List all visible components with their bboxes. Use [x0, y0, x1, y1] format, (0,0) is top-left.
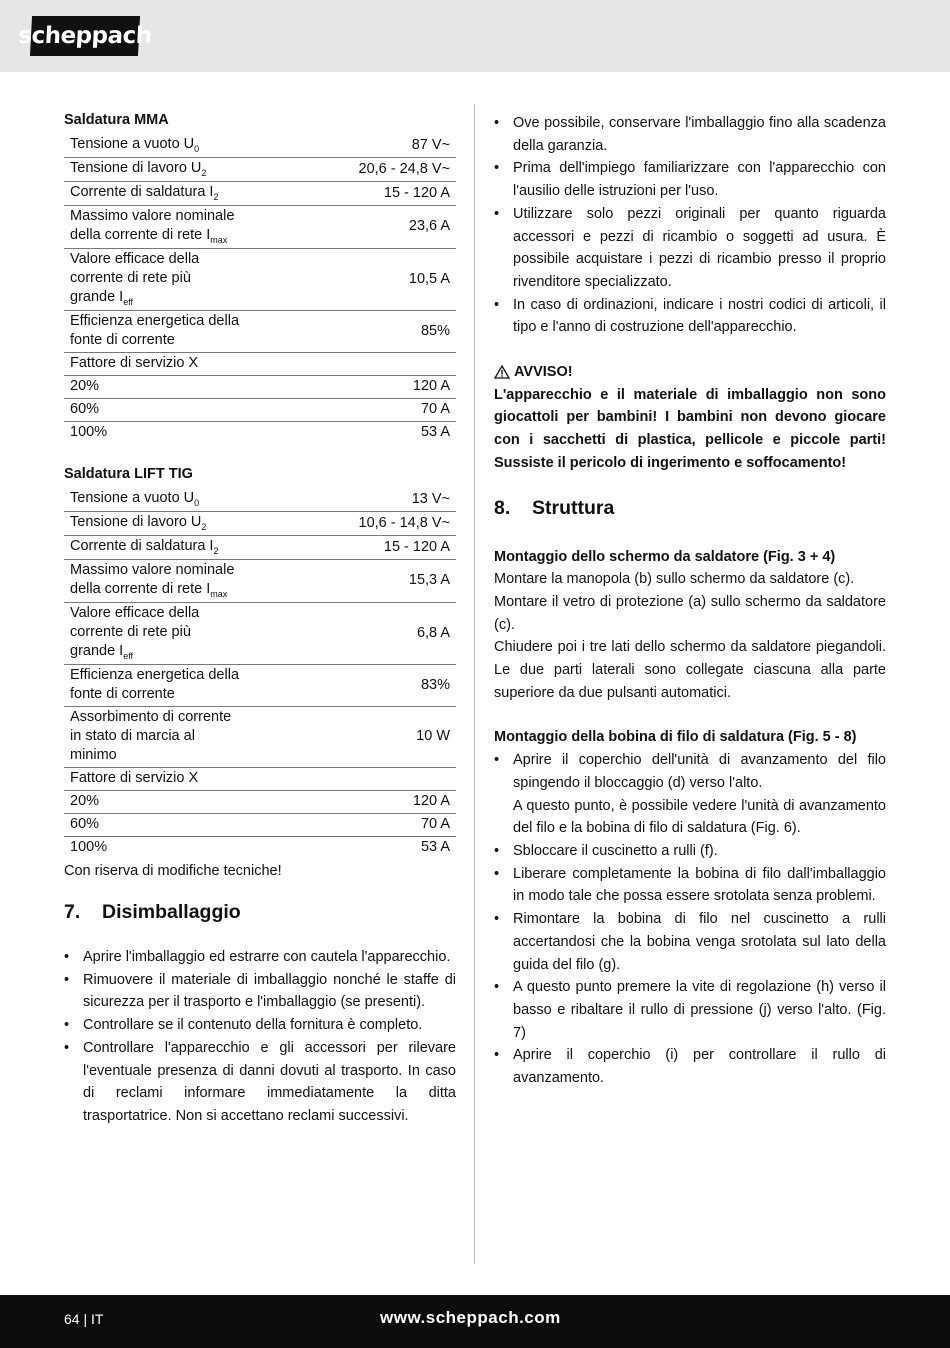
spec-value: 6,8 A	[416, 624, 450, 641]
list-item	[494, 749, 886, 840]
spec-label: Tensione a vuoto U	[70, 136, 195, 152]
chapter-7-heading	[64, 901, 456, 924]
spec-subscript: 0	[194, 498, 200, 508]
list-item: • Controllare se il contenuto della fornitura è completo.	[64, 1014, 456, 1037]
spec-value: 120 A	[412, 378, 450, 394]
spec-label: Massimo valore nominale della corrente di rete I	[70, 208, 235, 243]
right-column	[494, 112, 886, 1090]
chapter-title: Struttura	[532, 496, 615, 519]
spec-label: Tensione di lavoro U	[70, 514, 202, 530]
list-item: • Rimuovere il materiale di imballaggio nonché le staffe di sicurezza per il trasporto e l'imballaggio (se presenti).	[64, 969, 456, 1014]
spec-label: 60%	[70, 401, 100, 417]
table-row	[64, 560, 456, 603]
spec-label: Fattore di servizio X	[70, 355, 199, 371]
table-row	[64, 488, 456, 512]
spec-label: Efficienza energetica della fonte di corrente	[70, 313, 240, 348]
table-row	[64, 134, 456, 158]
spec-value	[246, 768, 456, 791]
list-item: • Rimontare la bobina di filo nel cuscinetto a rulli accertandosi che la bobina venga srotolata sul lato della guida del filo (g).	[494, 908, 886, 976]
tig-section-title: Saldatura LIFT TIG	[64, 466, 193, 482]
table-row	[64, 422, 456, 445]
paragraph: Montare il vetro di protezione (a) sullo schermo da saldatore (c).	[494, 593, 886, 633]
page-number: 64 | IT	[64, 1311, 104, 1327]
spec-value: 70 A	[420, 401, 450, 417]
spec-label: Efficienza energetica della fonte di corrente	[70, 667, 240, 702]
spec-label: 60%	[70, 816, 100, 832]
spec-value: 13 V~	[411, 490, 450, 507]
table-row	[64, 837, 456, 860]
table-row	[64, 768, 456, 791]
spec-subscript: 2	[201, 522, 207, 532]
unpacking-list	[64, 946, 456, 1128]
list-item: • Utilizzare solo pezzi originali per quanto riguarda accessori e pezzi di ricambio o soggetti ad usura. È possibile acquistare i pezzi di ricambio presso il proprio rivenditore specializzato.	[494, 203, 886, 294]
list-item-extra: A questo punto, è possibile vedere l'unità di avanzamento del filo e la bobina di filo di saldatura (Fig. 6).	[513, 797, 886, 837]
spec-label: 100%	[70, 839, 108, 855]
paragraph: Chiudere poi i tre lati dello schermo da saldatore piegandoli. Le due parti laterali sono collegate ciascuna alla parte superiore da due pulsanti automatici.	[494, 639, 886, 701]
spec-label: Tensione di lavoro U	[70, 160, 202, 176]
list-item: • Ove possibile, conservare l'imballaggio fino alla scadenza della garanzia.	[494, 112, 886, 157]
chapter-title: Disimballaggio	[102, 901, 241, 923]
wire-steps-list	[494, 749, 886, 1090]
spec-value: 70 A	[420, 816, 450, 832]
column-divider	[474, 104, 475, 1264]
spec-value: 20,6 - 24,8 V~	[358, 160, 450, 177]
list-item: • Sbloccare il cuscinetto a rulli (f).	[494, 840, 886, 863]
spec-subscript: 2	[201, 168, 207, 178]
spec-value: 23,6 A	[408, 218, 450, 234]
website-link[interactable]: www.scheppach.com	[380, 1308, 561, 1327]
spec-label: 20%	[70, 378, 100, 394]
spec-value: 15 - 120 A	[383, 538, 450, 555]
spec-value: 53 A	[420, 424, 450, 440]
spec-label: Massimo valore nominale della corrente di rete I	[70, 562, 235, 597]
page-footer	[0, 1295, 950, 1348]
table-row	[64, 512, 456, 536]
spec-subscript: 2	[213, 192, 219, 202]
chapter-number: 8.	[494, 496, 511, 519]
spec-value: 15,3 A	[408, 572, 450, 588]
spec-label: 20%	[70, 793, 100, 809]
chapter-8-heading	[494, 497, 886, 520]
table-row	[64, 182, 456, 206]
spec-label: 100%	[70, 424, 108, 440]
table-row	[64, 791, 456, 814]
screen-assembly-heading: Montaggio dello schermo da saldatore (Fig. 3 + 4)	[494, 548, 836, 565]
list-item: • Aprire l'imballaggio ed estrarre con cautela l'apparecchio.	[64, 946, 456, 969]
left-column	[64, 112, 456, 1128]
list-item: • In caso di ordinazioni, indicare i nostri codici di articoli, il tipo e l'anno di costruzione dell'apparecchio.	[494, 294, 886, 339]
spec-value: 10,5 A	[408, 270, 450, 287]
spec-subscript: max	[210, 589, 228, 599]
spec-value: 87 V~	[411, 136, 450, 153]
spec-subscript: max	[210, 235, 228, 245]
spec-value: 15 - 120 A	[383, 184, 450, 201]
table-row	[64, 206, 456, 249]
spec-value: 53 A	[420, 839, 450, 855]
list-item: • A questo punto premere la vite di regolazione (h) verso il basso e ribaltare il rullo di pressione (j) verso l'alto. (Fig. 7)	[494, 976, 886, 1044]
paragraph: Montare la manopola (b) sullo schermo da saldatore (c).	[494, 571, 855, 588]
table-row	[64, 665, 456, 707]
table-row	[64, 158, 456, 182]
spec-subscript: 0	[194, 144, 200, 154]
spec-value: 120 A	[412, 793, 450, 809]
spec-value: 10,6 - 14,8 V~	[358, 514, 450, 531]
table-row	[64, 249, 456, 311]
table-row	[64, 603, 456, 665]
list-item: • Prima dell'impiego familiarizzare con l'apparecchio con l'ausilio delle istruzioni per l'uso.	[494, 157, 886, 202]
warning-block	[494, 361, 886, 475]
table-row	[64, 376, 456, 399]
spec-subscript: eff	[123, 297, 134, 307]
spec-label: Fattore di servizio X	[70, 770, 199, 786]
spec-value: 10 W	[416, 728, 450, 744]
table-row	[64, 707, 456, 768]
spec-subscript: 2	[213, 546, 219, 556]
chapter-number: 7.	[64, 901, 81, 923]
mma-section-title: Saldatura MMA	[64, 112, 169, 128]
warning-text: L'apparecchio e il materiale di imballaggio non sono giocattoli per bambini! I bambini non devono giocare con i sacchetti di plastica, pellicole e piccole parti! Sussiste il pericolo di ingerimento e soffocamento!	[494, 386, 886, 471]
warning-title	[494, 361, 886, 384]
spec-label: Corrente di saldatura I	[70, 184, 214, 200]
warning-label: AVVISO!	[514, 364, 573, 381]
list-item: • Liberare completamente la bobina di filo dall'imballaggio in modo tale che possa essere srotolata senza problemi.	[494, 863, 886, 908]
technical-note: Con riserva di modifiche tecniche!	[64, 863, 282, 879]
spec-value	[246, 353, 456, 376]
spec-label: Valore efficace della corrente di rete più grande I	[70, 251, 200, 305]
brand-logo: scheppach	[30, 16, 140, 56]
table-row	[64, 399, 456, 422]
table-row	[64, 311, 456, 353]
spec-value: 83%	[420, 676, 450, 693]
wire-assembly-heading: Montaggio della bobina di filo di saldatura (Fig. 5 - 8)	[494, 729, 857, 746]
spec-label: Valore efficace della corrente di rete più grande I	[70, 605, 200, 659]
spec-value: 85%	[420, 322, 450, 339]
table-row	[64, 353, 456, 376]
list-item: • Aprire il coperchio (i) per controllare il rullo di avanzamento.	[494, 1044, 886, 1089]
mma-spec-table	[64, 134, 456, 444]
spec-subscript: eff	[123, 651, 134, 661]
tig-spec-table	[64, 488, 456, 859]
list-item-text: Aprire il coperchio dell'unità di avanzamento del filo spingendo il bloccaggio (d) verso l'alto.	[513, 752, 886, 791]
warning-triangle-icon	[494, 365, 510, 379]
page-header	[0, 0, 950, 72]
spec-label: Corrente di saldatura I	[70, 538, 214, 554]
packaging-list	[494, 112, 886, 339]
table-row	[64, 814, 456, 837]
list-item: • Controllare l'apparecchio e gli accessori per rilevare l'eventuale presenza di danni dovuti al trasporto. In caso di reclami informare immediatamente la ditta trasportatrice. Non si accettano reclami successivi.	[64, 1037, 456, 1128]
spec-label: Assorbimento di corrente in stato di marcia al minimo	[70, 709, 232, 763]
spec-label: Tensione a vuoto U	[70, 490, 195, 506]
table-row	[64, 536, 456, 560]
